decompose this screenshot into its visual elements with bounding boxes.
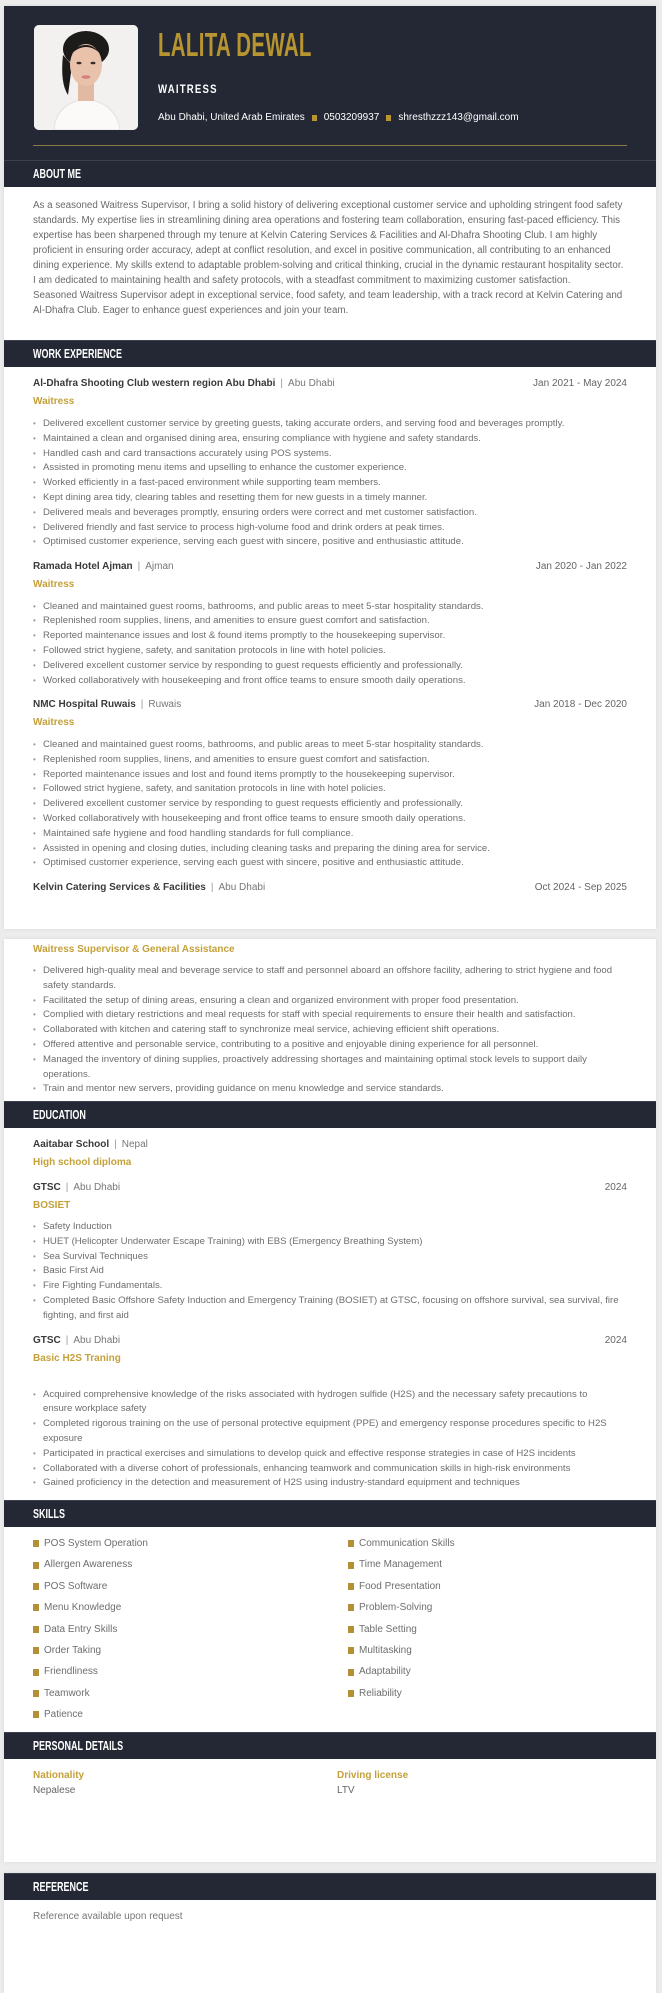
- separator: |: [65, 1182, 69, 1193]
- separator: |: [65, 1334, 69, 1346]
- entry-location: Abu Dhabi: [73, 1334, 121, 1346]
- square-bullet-icon: [386, 115, 391, 121]
- entry-title-group: [33, 1180, 120, 1196]
- bullet-item: • Completed rigorous training on the use of personal protective equipment (PPE) and emergency response procedures specific to H2S exposure: [33, 1417, 619, 1447]
- square-bullet-icon: [33, 1647, 39, 1654]
- entry-header-row: [33, 1180, 627, 1196]
- entry-title-group: [33, 1137, 148, 1153]
- square-bullet-icon: [33, 1583, 39, 1590]
- header-divider: [33, 145, 627, 146]
- square-bullet-icon: [348, 1669, 354, 1676]
- personal-value: LTV: [337, 1785, 355, 1796]
- entry-organization: GTSC: [33, 1334, 61, 1346]
- reference-text: Reference available upon request: [33, 1911, 183, 1922]
- skill-item: [348, 1640, 628, 1661]
- education-degree: BOSIET: [33, 1200, 71, 1211]
- skill-item: [348, 1554, 628, 1575]
- skill-label: Communication Skills: [359, 1538, 455, 1549]
- square-bullet-icon: [33, 1562, 39, 1569]
- education-entry: [33, 1180, 627, 1324]
- entry-organization: Al-Dhafra Shooting Club western region Abu Dhabi: [33, 378, 276, 389]
- bullet-item: • Fire Fighting Fundamentals.: [33, 1279, 619, 1294]
- personal-value: Nepalese: [33, 1785, 76, 1796]
- skill-label: Multitasking: [359, 1644, 412, 1656]
- skill-label: Order Taking: [44, 1644, 102, 1656]
- education-degree: High school diploma: [33, 1157, 132, 1168]
- bullet-item: • Maintained safe hygiene and food handling standards for full compliance.: [33, 827, 619, 842]
- bullet-item: • Safety Induction: [33, 1220, 619, 1235]
- entry-location: Ajman: [145, 560, 174, 572]
- entry-location: Abu Dhabi: [73, 1182, 121, 1193]
- square-bullet-icon: [33, 1690, 39, 1697]
- section-header-personal: [4, 1732, 656, 1759]
- bullet-item: • Managed the inventory of dining supplies, proactively addressing shortages and maintaining optimal stock levels to support daily operations.: [33, 1053, 619, 1083]
- section-title: SKILLS: [33, 1507, 66, 1521]
- resume-page-1: [4, 6, 656, 929]
- bullet-item: • HUET (Helicopter Underwater Escape Training) with EBS (Emergency Breathing System): [33, 1235, 619, 1250]
- skill-item: [348, 1576, 628, 1597]
- bullet-item: • Delivered meals and beverages promptly, ensuring orders were correct and met customer satisfaction.: [33, 506, 619, 521]
- entry-date: Jan 2020 - Jan 2022: [535, 560, 627, 572]
- skill-label: Reliability: [359, 1687, 402, 1699]
- entry-organization: Aaitabar School: [33, 1139, 110, 1150]
- bullet-item: • Worked collaboratively with housekeeping and front office teams to ensure smooth daily operations.: [33, 674, 619, 689]
- skill-label: Menu Knowledge: [44, 1602, 122, 1614]
- entry-date: Jan 2021 - May 2024: [533, 378, 627, 389]
- job-entry: [33, 559, 627, 689]
- job-entry: [33, 376, 627, 550]
- skill-label: Problem-Solving: [359, 1602, 433, 1614]
- entry-title-group: [33, 880, 265, 896]
- resume-page-3: [4, 1873, 656, 1993]
- bullet-item: • Offered attentive and personable service, contributing to a positive and enjoyable dining experience for all personnel.: [33, 1038, 619, 1053]
- entry-title-group: [33, 559, 174, 575]
- square-bullet-icon: [33, 1626, 39, 1633]
- skill-item: [33, 1640, 348, 1661]
- section-title: EDUCATION: [33, 1108, 86, 1122]
- entry-title-group: [33, 376, 335, 392]
- skill-label: Data Entry Skills: [44, 1623, 118, 1635]
- section-header-education: [4, 1101, 656, 1128]
- entry-location: Abu Dhabi: [218, 881, 266, 893]
- bullet-item: • Reported maintenance issues and lost and found items promptly to the housekeeping supervisor.: [33, 768, 619, 783]
- skill-item: [33, 1554, 348, 1575]
- personal-details: [33, 1768, 627, 1798]
- square-bullet-icon: [348, 1690, 354, 1697]
- bullet-list: [33, 417, 619, 550]
- bullet-item: • Delivered friendly and fast service to process high-volume food and drink orders at peak times.: [33, 521, 619, 536]
- job-entry: [33, 880, 627, 896]
- personal-item: [33, 1768, 337, 1798]
- square-bullet-icon: [348, 1540, 354, 1547]
- bullet-item: • Participated in practical exercises and simulations to develop quick and effective response strategies in case of H2S incidents: [33, 1447, 619, 1462]
- bullet-item: • Maintained a clean and organised dining area, ensuring compliance with hygiene and safety standards.: [33, 432, 619, 447]
- personal-item: [337, 1768, 408, 1798]
- separator: |: [114, 1139, 117, 1150]
- bullet-item: • Replenished room supplies, linens, and amenities to ensure guest comfort and satisfaction.: [33, 614, 619, 629]
- bullet-item: • Collaborated with kitchen and catering staff to synchronize meal service, achieving efficient shift operations.: [33, 1023, 619, 1038]
- job-role: Waitress: [33, 396, 75, 407]
- bullet-list: [33, 600, 619, 689]
- skill-item: [33, 1704, 348, 1725]
- education-entry: [33, 1333, 627, 1492]
- bullet-item: • Optimised customer experience, serving each guest with sincere, positive and enthusiastic attitude.: [33, 535, 619, 550]
- bullet-item: • Completed Basic Offshore Safety Induction and Emergency Training (BOSIET) at GTSC, focusing on offshore survival, sea survival, fire fighting, and first aid: [33, 1294, 619, 1324]
- about-paragraph: As a seasoned Waitress Supervisor, I bring a solid history of delivering exceptional customer service and upholding stringent food safety standards. My expertise lies in streamlining dining area operations and fostering team collaboration, ensuring fast-paced efficiency. This expertise has been sharpened through my tenure at Kelvin Catering Services & Facilities and Al-Dhafra Shooting Club. I am highly proficient in ensuring order accuracy, adept at conflict resolution, and excel in positive communication, all contributing to an enhanced dining experience. My skills extend to adaptable problem-solving and critical thinking, crucial in the dynamic restaurant hospitality sector. I am dedicated to maintaining health and safety protocols, with a steadfast commitment to maximizing customer satisfaction.: [33, 200, 624, 286]
- section-header-reference: [4, 1873, 656, 1900]
- bullet-item: • Kept dining area tidy, clearing tables and resetting them for new guests in a timely manner.: [33, 491, 619, 506]
- skills-grid: [33, 1533, 627, 1726]
- profile-photo: [34, 25, 138, 130]
- bullet-list: [33, 738, 619, 871]
- skill-label: Food Presentation: [359, 1580, 441, 1592]
- bullet-item: • Delivered excellent customer service by greeting guests, taking accurate orders, and serving food and beverages promptly.: [33, 417, 619, 432]
- job-entry: [33, 697, 627, 871]
- separator: |: [210, 881, 214, 893]
- entry-date: Oct 2024 - Sep 2025: [534, 881, 627, 893]
- bullet-item: • Complied with dietary restrictions and meal requests for staff with special requirements to ensure their health and satisfaction.: [33, 1008, 619, 1023]
- bullet-item: • Assisted in opening and closing duties, including cleaning tasks and preparing the dining area for service.: [33, 842, 619, 857]
- section-title: ABOUT ME: [33, 167, 82, 181]
- about-text: [33, 198, 627, 318]
- entry-location: Abu Dhabi: [288, 378, 335, 389]
- entry-title-group: [33, 697, 181, 713]
- entry-organization: Ramada Hotel Ajman: [33, 560, 133, 572]
- bullet-item: • Gained proficiency in the detection and measurement of H2S using industry-standard equipment and techniques: [33, 1476, 619, 1491]
- entry-header-row: [33, 1137, 627, 1153]
- personal-label: Driving license: [337, 1770, 409, 1781]
- skill-item: [348, 1683, 628, 1704]
- bullet-item: • Followed strict hygiene, safety, and sanitation protocols in line with hotel policies.: [33, 644, 619, 659]
- square-bullet-icon: [33, 1604, 39, 1611]
- entry-header-row: [33, 880, 627, 896]
- square-bullet-icon: [348, 1604, 354, 1611]
- skill-label: POS Software: [44, 1580, 108, 1592]
- skill-label: POS System Operation: [44, 1538, 148, 1549]
- bullet-item: • Cleaned and maintained guest rooms, bathrooms, and public areas to meet 5-star hospitality standards.: [33, 738, 619, 753]
- bullet-item: • Worked collaboratively with housekeeping and front office teams to ensure smooth daily operations.: [33, 812, 619, 827]
- section-title: PERSONAL DETAILS: [33, 1739, 124, 1753]
- job-role: Waitress: [33, 578, 75, 590]
- email-text[interactable]: shresthzzz143@gmail.com: [398, 112, 519, 123]
- entry-organization: Kelvin Catering Services & Facilities: [33, 881, 206, 893]
- bullet-item: • Delivered high-quality meal and beverage service to staff and personnel aboard an offshore facility, adhering to strict hygiene and food safety standards.: [33, 964, 619, 994]
- entry-header-row: [33, 697, 627, 713]
- personal-label: Nationality: [33, 1770, 85, 1781]
- skill-label: Adaptability: [359, 1666, 411, 1678]
- bullet-item: • Reported maintenance issues and lost & found items promptly to the housekeeping supervisor.: [33, 629, 619, 644]
- bullet-item: • Acquired comprehensive knowledge of the risks associated with hydrogen sulfide (H2S) and the necessary safety precautions to ensure workplace safety: [33, 1388, 619, 1418]
- skill-label: Time Management: [359, 1559, 442, 1571]
- skill-label: Patience: [44, 1709, 83, 1721]
- square-bullet-icon: [33, 1540, 39, 1547]
- entry-date: 2024: [604, 1334, 627, 1346]
- bullet-item: • Facilitated the setup of dining areas, ensuring a clean and organized environment with proper food presentation.: [33, 994, 619, 1009]
- skill-item: [33, 1597, 348, 1618]
- skill-item: [33, 1619, 348, 1640]
- bullet-item: • Followed strict hygiene, safety, and sanitation protocols in line with hotel policies.: [33, 782, 619, 797]
- entry-header-row: [33, 1333, 627, 1349]
- skill-label: Allergen Awareness: [44, 1559, 133, 1571]
- entry-date: Jan 2018 - Dec 2020: [534, 698, 627, 710]
- bullet-item: • Delivered excellent customer service by responding to guest requests efficiently and professionally.: [33, 659, 619, 674]
- bullet-item: • Basic First Aid: [33, 1264, 619, 1279]
- section-title: REFERENCE: [33, 1880, 89, 1894]
- separator: |: [280, 378, 284, 389]
- square-bullet-icon: [312, 115, 317, 121]
- section-header-skills: [4, 1500, 656, 1527]
- skill-item: [348, 1597, 628, 1618]
- bullet-item: • Cleaned and maintained guest rooms, bathrooms, and public areas to meet 5-star hospitality standards.: [33, 600, 619, 615]
- skill-item: [348, 1661, 628, 1682]
- bullet-item: • Delivered excellent customer service by responding to guest requests efficiently and professionally.: [33, 797, 619, 812]
- section-header-work: [4, 340, 656, 367]
- section-title: WORK EXPERIENCE: [33, 347, 123, 361]
- section-header-about: [4, 160, 656, 187]
- bullet-item: • Replenished room supplies, linens, and amenities to ensure guest comfort and satisfaction.: [33, 753, 619, 768]
- square-bullet-icon: [348, 1626, 354, 1633]
- bullet-item: • Handled cash and card transactions accurately using POS systems.: [33, 447, 619, 462]
- entry-header-row: [33, 376, 627, 392]
- entry-organization: NMC Hospital Ruwais: [33, 698, 136, 710]
- bullet-item: • Optimised customer experience, serving each guest with sincere, positive and enthusiastic attitude.: [33, 856, 619, 871]
- entry-location: Ruwais: [148, 698, 182, 710]
- bullet-item: • Collaborated with a diverse cohort of professionals, enhancing teamwork and communication skills in high-risk environments: [33, 1462, 619, 1477]
- location-text: Abu Dhabi, United Arab Emirates: [158, 112, 305, 123]
- bullet-item: • Sea Survival Techniques: [33, 1250, 619, 1265]
- work-experience-continued: [33, 940, 627, 1097]
- contact-line: [158, 112, 519, 123]
- skill-item: [33, 1576, 348, 1597]
- square-bullet-icon: [348, 1562, 354, 1569]
- bullet-item: • Assisted in promoting menu items and upselling to enhance the customer experience.: [33, 461, 619, 476]
- skill-label: Teamwork: [44, 1687, 90, 1699]
- skill-item: [33, 1683, 348, 1704]
- entry-date: 2024: [604, 1182, 627, 1193]
- skill-item: [348, 1704, 628, 1725]
- bullet-list: [33, 964, 619, 1097]
- bullet-list: [33, 1388, 619, 1492]
- square-bullet-icon: [33, 1711, 39, 1718]
- phone-text[interactable]: 0503209937: [323, 112, 380, 123]
- separator: |: [137, 560, 141, 572]
- bullet-list: [33, 1220, 619, 1324]
- separator: |: [140, 698, 144, 710]
- about-paragraph: Seasoned Waitress Supervisor adept in exceptional service, food safety, and team leadership, with a track record at Kelvin Catering and Al-Dhafra Club. Eager to enhance guest experiences and join your team.: [33, 290, 623, 316]
- entry-location: Nepal: [121, 1139, 148, 1150]
- skill-item: [33, 1533, 348, 1554]
- job-title: WAITRESS: [158, 82, 218, 96]
- square-bullet-icon: [33, 1669, 39, 1676]
- skill-label: Table Setting: [359, 1623, 417, 1635]
- entry-organization: GTSC: [33, 1182, 61, 1193]
- entry-header-row: [33, 559, 627, 575]
- skill-item: [348, 1533, 628, 1554]
- skill-item: [348, 1619, 628, 1640]
- resume-page-2: [4, 939, 656, 1862]
- bullet-item: • Train and mentor new servers, providing guidance on menu knowledge and service standards.: [33, 1082, 619, 1097]
- candidate-name: LALITA DEWAL: [158, 26, 312, 63]
- square-bullet-icon: [348, 1647, 354, 1654]
- education-list: [33, 1137, 627, 1491]
- entry-title-group: [33, 1333, 120, 1349]
- skill-item: [33, 1661, 348, 1682]
- work-experience-list: [33, 376, 627, 896]
- job-role: Waitress: [33, 716, 75, 728]
- education-degree: Basic H2S Traning: [33, 1352, 121, 1364]
- education-entry: [33, 1137, 627, 1170]
- job-role: Waitress Supervisor & General Assistance: [33, 944, 235, 955]
- bullet-item: • Worked efficiently in a fast-paced environment while supporting team members.: [33, 476, 619, 491]
- skill-label: Friendliness: [44, 1666, 98, 1678]
- square-bullet-icon: [348, 1583, 354, 1590]
